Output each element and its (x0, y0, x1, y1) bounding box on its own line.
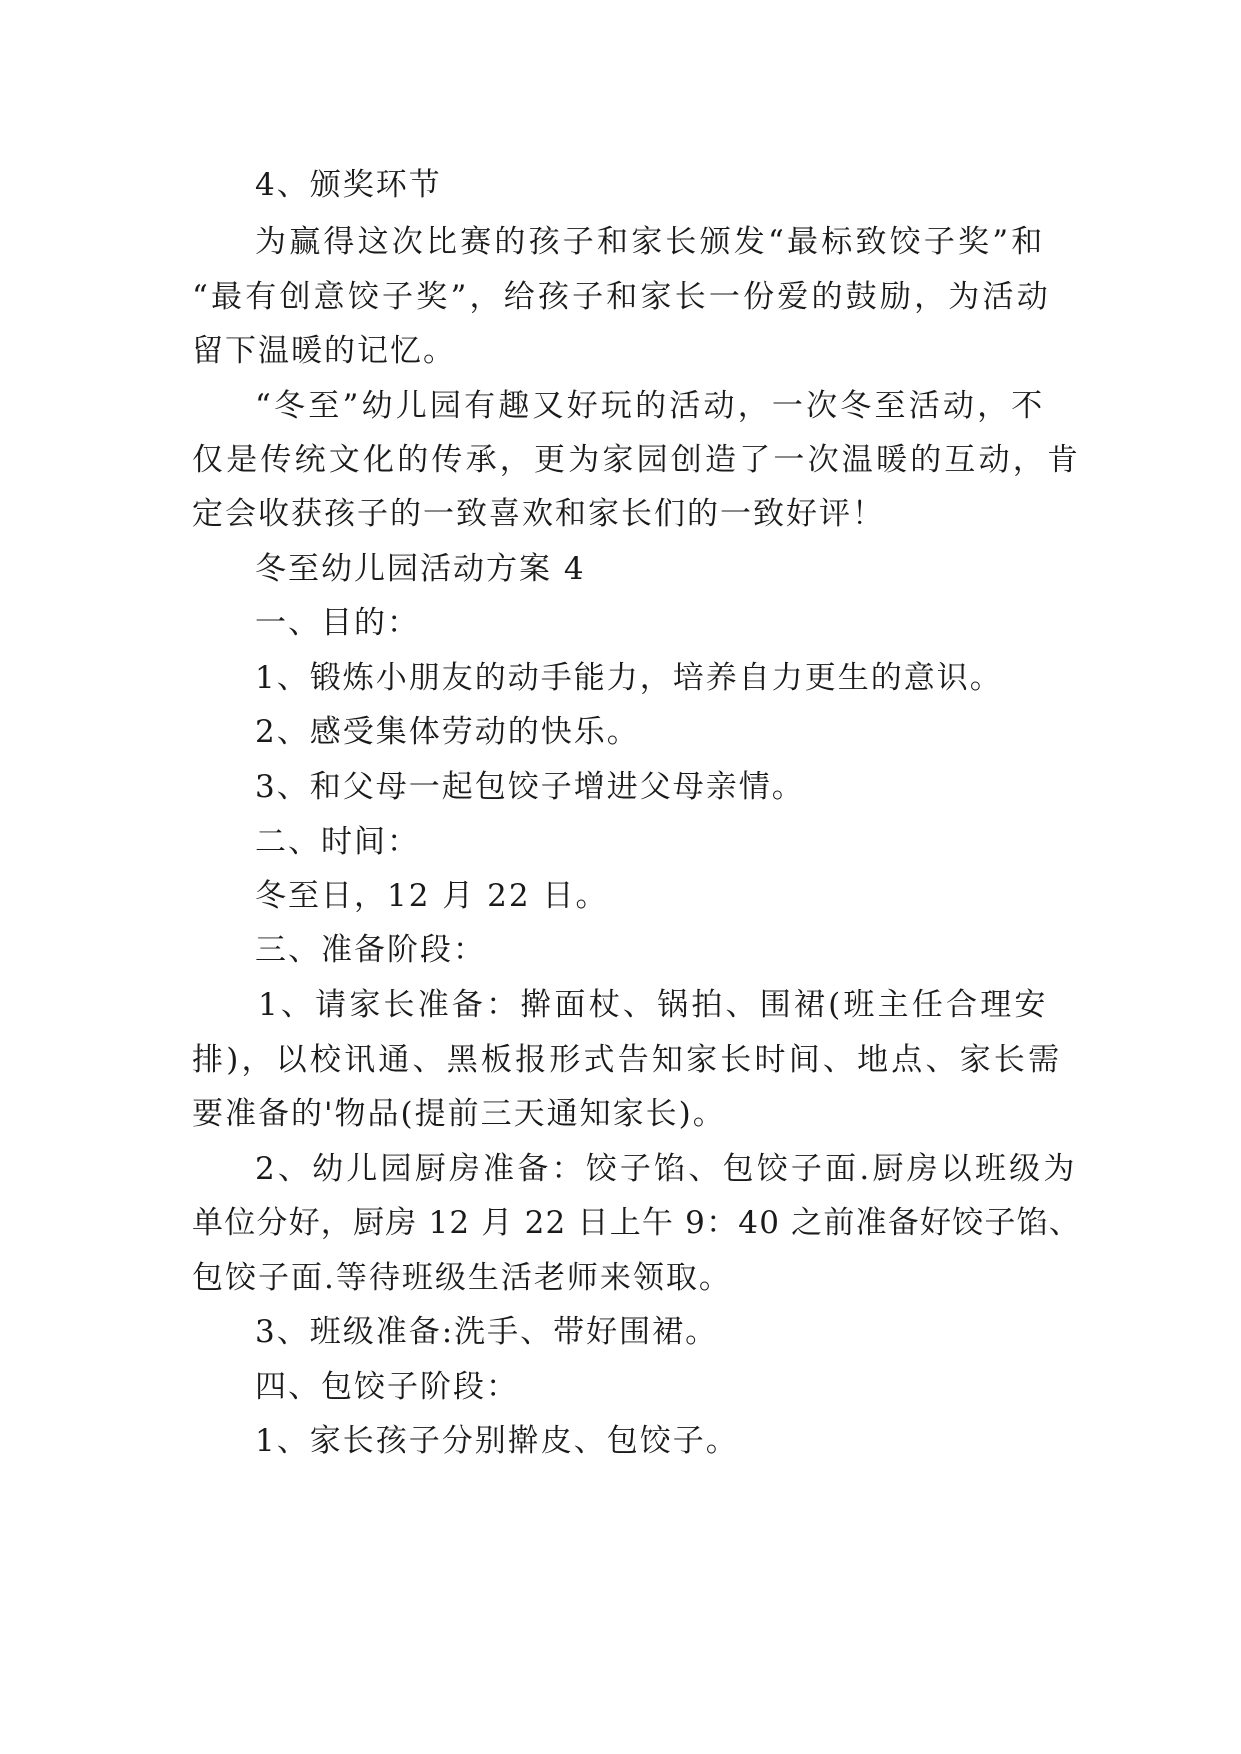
paragraph-line: “最有创意饺子奖”，给孩子和家长一份爱的鼓励，为活动 (192, 279, 1051, 315)
section-heading-purpose: 一、目的： (255, 605, 420, 641)
paragraph-line: 冬至日，12 月 22 日。 (255, 878, 609, 914)
section-heading-dumplings: 四、包饺子阶段： (255, 1369, 519, 1405)
paragraph-line: 定会收获孩子的一致喜欢和家长们的一致好评！ (192, 496, 885, 532)
list-item: 2、感受集体劳动的快乐。 (255, 714, 640, 750)
section-heading-awards: 4、颁奖环节 (255, 167, 442, 203)
paragraph-line: 单位分好，厨房 12 月 22 日上午 9：40 之前准备好饺子馅、 (192, 1205, 1081, 1241)
plan-title: 冬至幼儿园活动方案 4 (255, 551, 586, 587)
list-item: 1、请家长准备：擀面杖、锅拍、围裙(班主任合理安 (258, 987, 1049, 1023)
paragraph-line: 为赢得这次比赛的孩子和家长颁发“最标致饺子奖”和 (255, 224, 1046, 260)
paragraph-line: 留下温暖的记忆。 (192, 333, 456, 369)
paragraph-line: 排)，以校讯通、黑板报形式告知家长时间、地点、家长需 (192, 1042, 1063, 1078)
list-item: 3、班级准备:洗手、带好围裙。 (255, 1314, 719, 1350)
paragraph-line: 包饺子面.等待班级生活老师来领取。 (192, 1260, 732, 1296)
paragraph-line: 仅是传统文化的传承，更为家园创造了一次温暖的互动，肯 (192, 442, 1082, 478)
list-item: 1、锻炼小朋友的动手能力，培养自力更生的意识。 (255, 660, 1003, 696)
paragraph-line: 要准备的'物品(提前三天通知家长)。 (192, 1096, 726, 1132)
section-heading-time: 二、时间： (255, 824, 420, 860)
list-item: 3、和父母一起包饺子增进父母亲情。 (255, 769, 805, 805)
section-heading-preparation: 三、准备阶段： (255, 932, 486, 968)
paragraph-line: “冬至”幼儿园有趣又好玩的活动，一次冬至活动，不 (255, 388, 1046, 424)
list-item: 1、家长孩子分别擀皮、包饺子。 (255, 1423, 739, 1459)
list-item: 2、幼儿园厨房准备：饺子馅、包饺子面.厨房以班级为 (255, 1151, 1078, 1187)
